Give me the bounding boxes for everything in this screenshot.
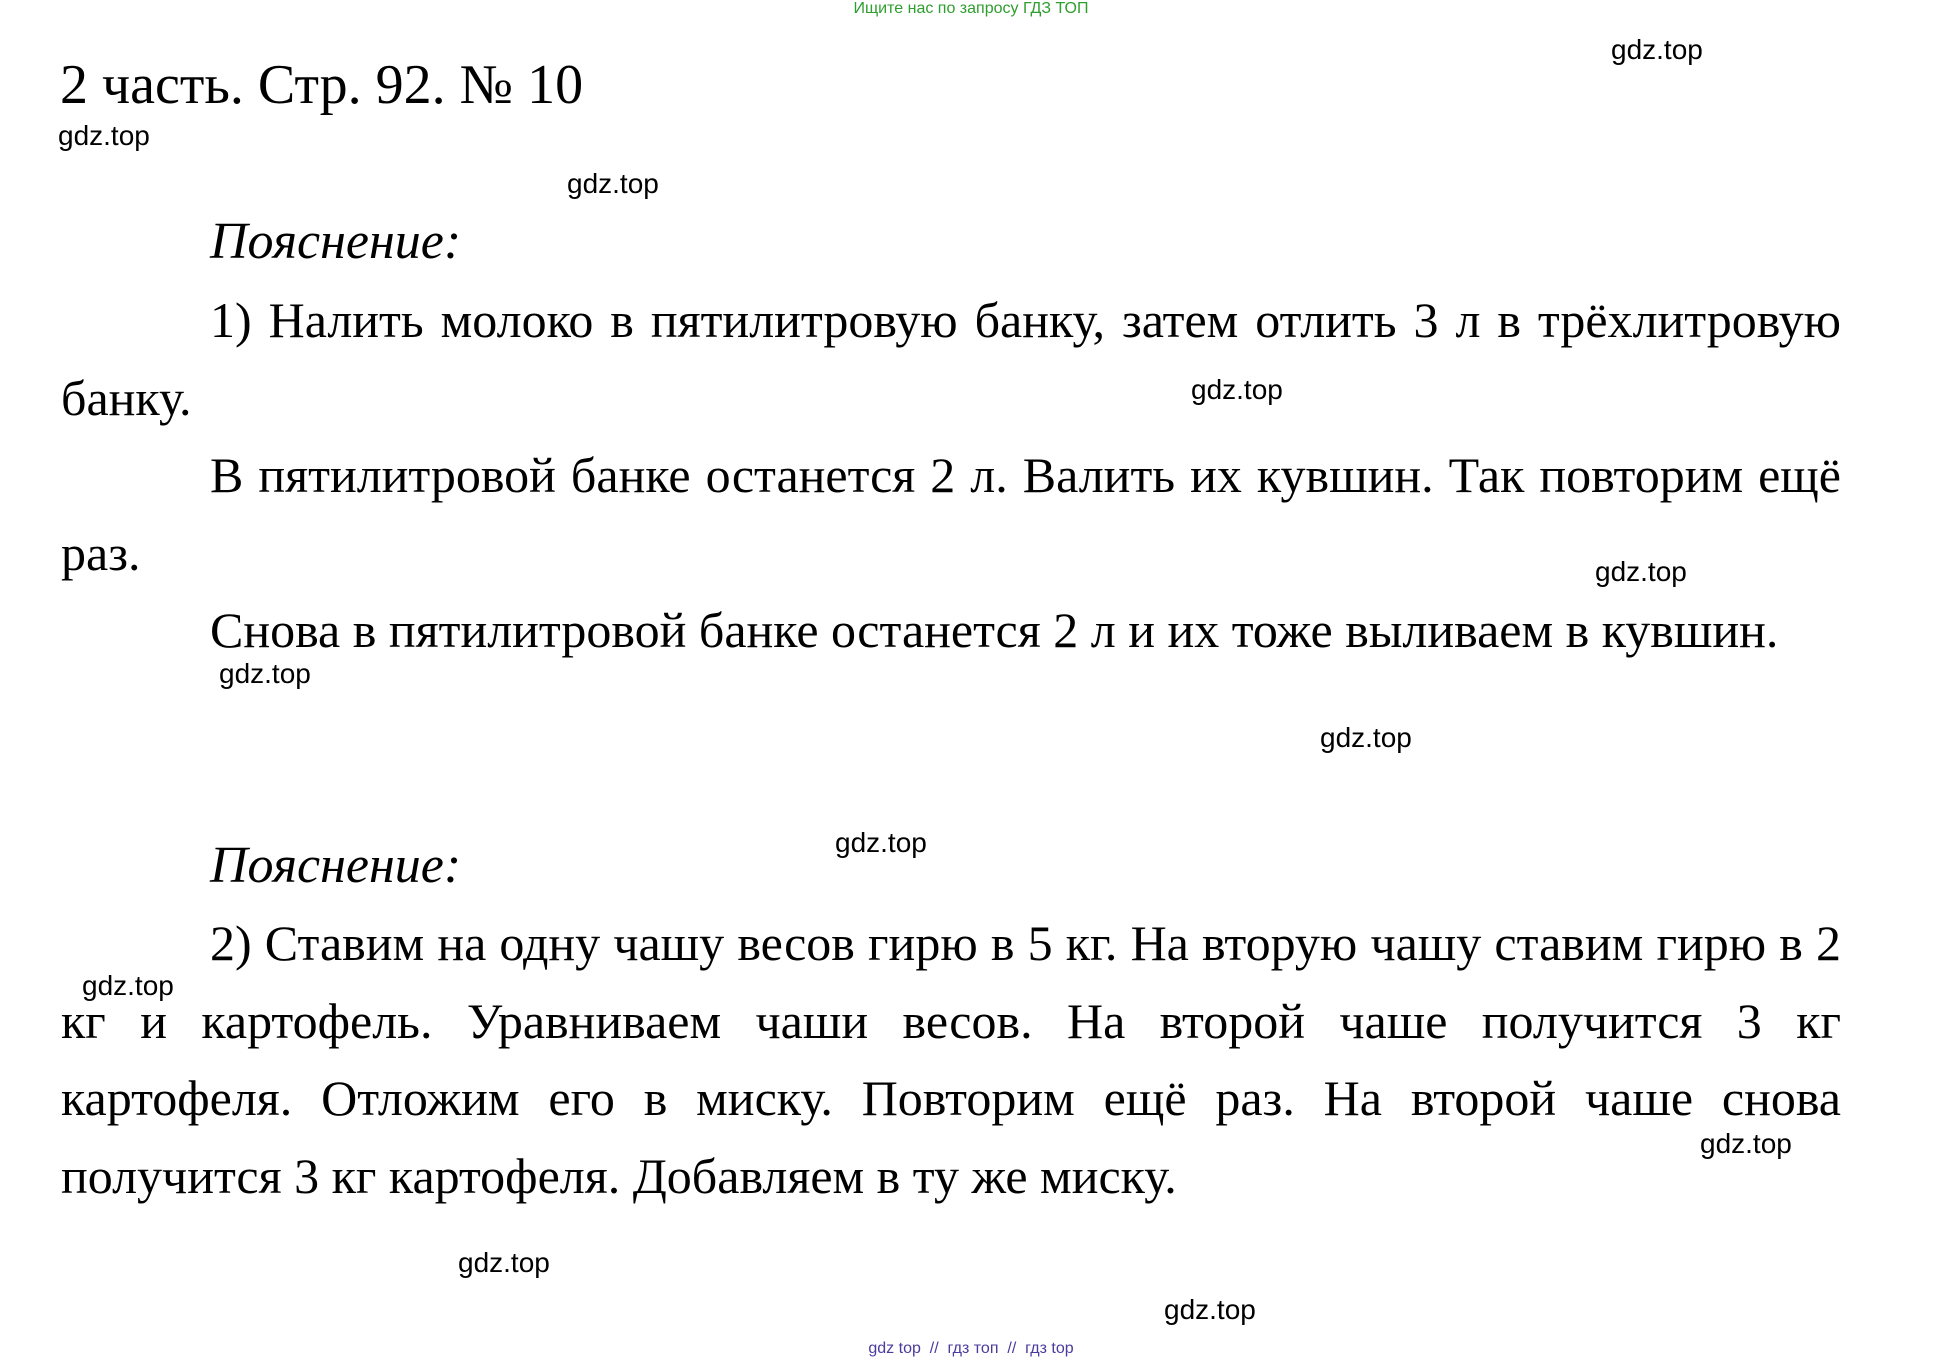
watermark: gdz.top <box>1611 34 1703 65</box>
watermark: gdz.top <box>58 120 150 151</box>
footer-links[interactable]: gdz top // гдз топ // гдз top <box>868 1340 1074 1357</box>
page-title: 2 часть. Стр. 92. № 10 <box>60 54 584 116</box>
paragraph: В пятилитровой банке останется 2 л. Валить их кувшин. Так повторим ещё раз. <box>61 447 1841 581</box>
watermark: gdz.top <box>1700 1128 1792 1159</box>
watermark: gdz.top <box>567 168 659 199</box>
paragraph: Снова в пятилитровой банке останется 2 л и их тоже выливаем в кувшин. <box>210 602 1779 658</box>
section-label: Пояснение: <box>210 213 462 270</box>
watermark: gdz.top <box>835 827 927 858</box>
search-hint-link[interactable]: Ищите нас по запросу ГДЗ ТОП <box>853 0 1089 17</box>
section-label: Пояснение: <box>210 837 462 894</box>
watermark: gdz.top <box>219 658 311 689</box>
watermark: gdz.top <box>1191 374 1283 405</box>
watermark: gdz.top <box>1320 722 1412 753</box>
watermark: gdz.top <box>1164 1294 1256 1325</box>
paragraph: 1) Налить молоко в пятилитровую банку, затем отлить 3 л в трёхлитровую банку. <box>61 292 1841 426</box>
watermark: gdz.top <box>82 970 174 1001</box>
watermark: gdz.top <box>458 1247 550 1278</box>
paragraph: 2) Ставим на одну чашу весов гирю в 5 кг. На вторую чашу ставим гирю в 2 кг и картофель. Уравниваем чаши весов. На второй чаше получится 3 кг картофеля. Отложим его в миску. Повторим ещё раз. На второй чаше снова получится 3 кг картофеля. Добавляем в ту же миску. <box>61 915 1841 1204</box>
watermark: gdz.top <box>1595 556 1687 587</box>
